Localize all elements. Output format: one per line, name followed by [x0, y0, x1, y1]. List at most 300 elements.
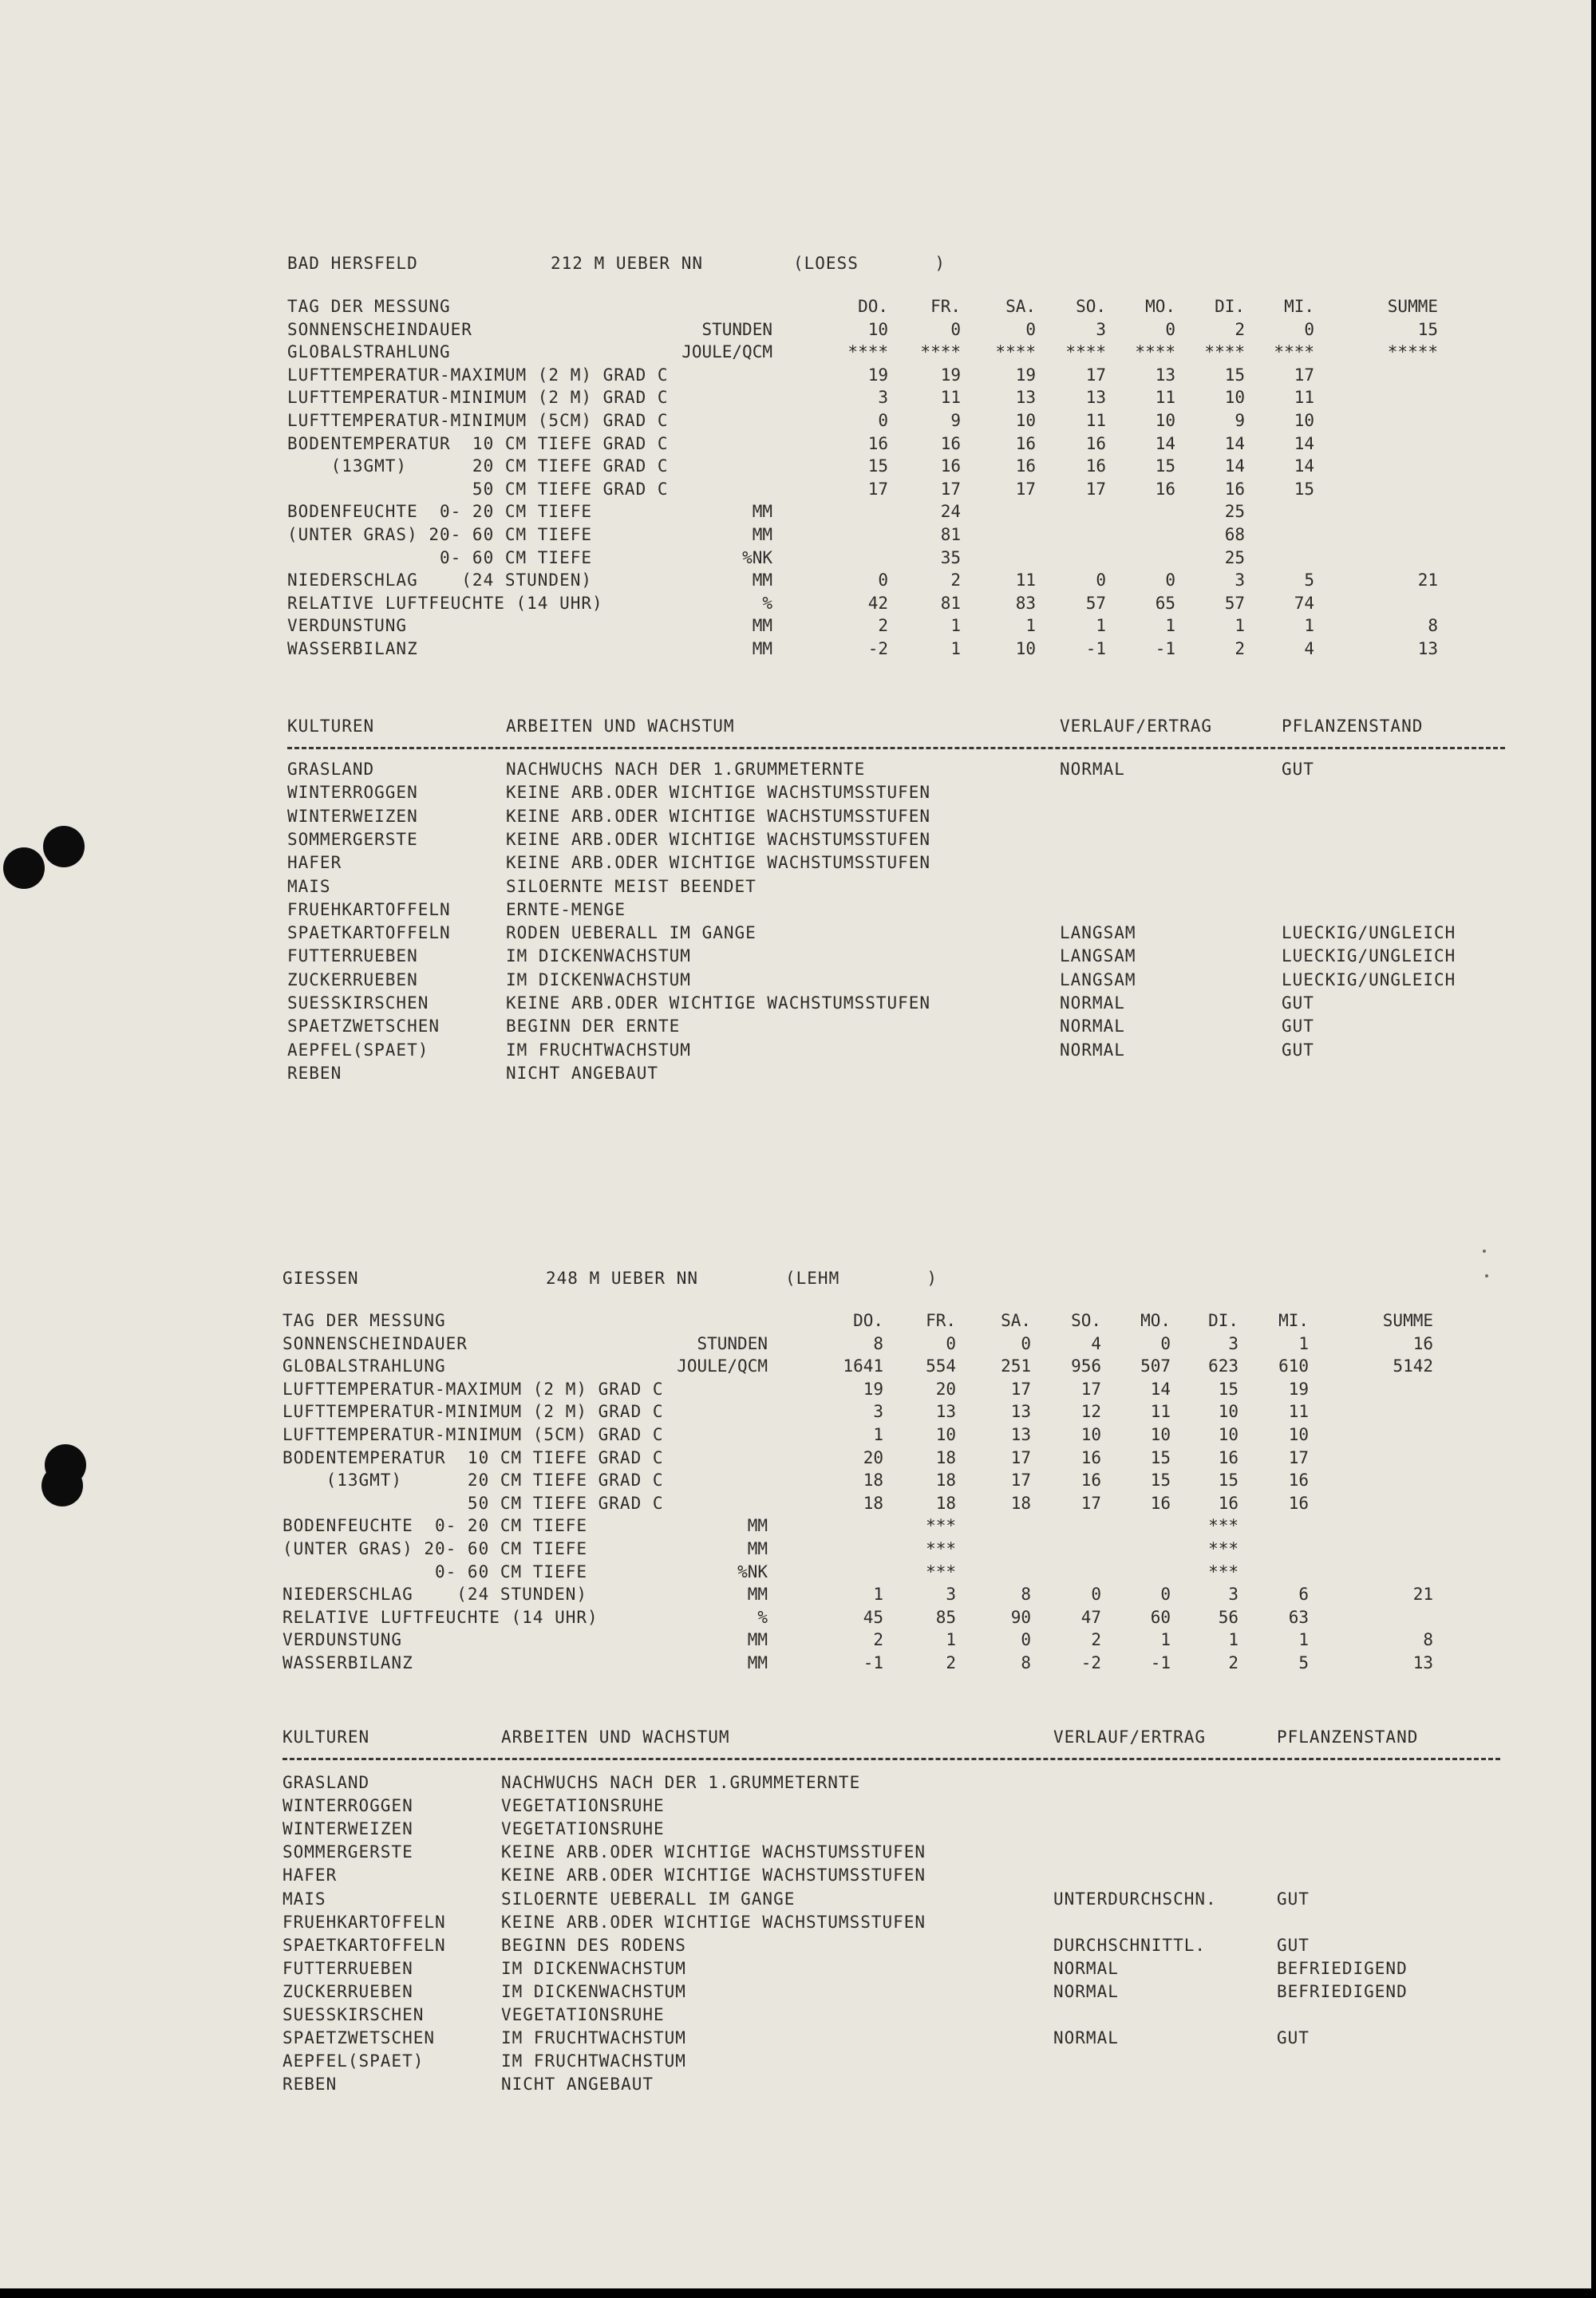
crop-work-status: VEGETATIONSRUHE	[501, 1819, 665, 1838]
measurement-label: BODENTEMPERATUR 10 CM TIEFE GRAD C	[287, 434, 669, 453]
crop-stand: GUT	[1277, 1889, 1310, 1909]
value-cell-mo: MO.	[1145, 297, 1175, 316]
value-cell-do: -1	[863, 1653, 883, 1672]
measurement-label: LUFTTEMPERATUR-MINIMUM (5CM) GRAD C	[282, 1425, 664, 1444]
measurement-label: NIEDERSCHLAG (24 STUNDEN)	[282, 1585, 588, 1604]
value-cell-mi: 19	[1288, 1380, 1309, 1399]
crop-name: WINTERROGGEN	[282, 1796, 413, 1815]
crop-name: FRUEHKARTOFFELN	[287, 900, 451, 919]
measurement-unit: MM	[752, 616, 772, 635]
measurement-unit: JOULE/QCM	[677, 1356, 768, 1376]
value-cell-so: 16	[1080, 1448, 1101, 1467]
crop-name: HAFER	[287, 853, 342, 872]
value-cell-di: 3	[1228, 1334, 1238, 1353]
value-cell-mo: 60	[1150, 1608, 1171, 1627]
speck	[1485, 1274, 1488, 1277]
value-cell-fr: 1	[950, 639, 961, 658]
value-cell-so: 17	[1085, 365, 1106, 385]
measurement-unit: MM	[752, 639, 772, 658]
value-cell-do: 20	[863, 1448, 883, 1467]
value-cell-di: 16	[1218, 1448, 1238, 1467]
crop-work-status: IM FRUCHTWACHSTUM	[501, 2051, 686, 2071]
value-cell-di: 15	[1224, 365, 1245, 385]
crop-name: REBEN	[282, 2075, 338, 2094]
crop-header-kulturen: KULTUREN	[282, 1727, 370, 1747]
crop-work-status: NACHWUCHS NACH DER 1.GRUMMETERNTE	[501, 1773, 861, 1792]
value-cell-di: 9	[1235, 411, 1245, 430]
value-cell-do: 45	[863, 1608, 883, 1627]
value-cell-fr: 1	[950, 616, 961, 635]
sum-cell: 21	[1417, 571, 1438, 590]
crop-name: SPAETKARTOFFELN	[287, 923, 451, 942]
crop-work-status: IM DICKENWACHSTUM	[501, 1982, 686, 2001]
value-cell-mo: 15	[1150, 1471, 1171, 1490]
value-cell-do: DO.	[853, 1311, 883, 1330]
value-cell-mo: 14	[1150, 1380, 1171, 1399]
measurement-label: SONNENSCHEINDAUER	[287, 320, 472, 339]
value-cell-di: 623	[1208, 1356, 1238, 1376]
crop-work-status: KEINE ARB.ODER WICHTIGE WACHSTUMSSTUFEN	[501, 1913, 926, 1932]
crop-name: GRASLAND	[287, 760, 375, 779]
value-cell-di: 56	[1218, 1608, 1238, 1627]
value-cell-do: 2	[873, 1630, 883, 1649]
value-cell-mo: -1	[1155, 639, 1175, 658]
measurement-label: TAG DER MESSUNG	[287, 297, 451, 316]
crop-name: FRUEHKARTOFFELN	[282, 1913, 446, 1932]
crop-name: WINTERROGGEN	[287, 783, 418, 802]
crop-stand: BEFRIEDIGEND	[1277, 1982, 1408, 2001]
crop-work-status: BEGINN DES RODENS	[501, 1936, 686, 1955]
crop-course: NORMAL	[1060, 1017, 1125, 1036]
sum-cell: 15	[1417, 320, 1438, 339]
crop-course: NORMAL	[1060, 1040, 1125, 1060]
measurement-unit: JOULE/QCM	[681, 342, 772, 361]
value-cell-di: ****	[1204, 342, 1245, 361]
sum-cell: *****	[1387, 342, 1438, 361]
crop-course: NORMAL	[1053, 1959, 1119, 1978]
crop-name: AEPFEL(SPAET)	[287, 1040, 429, 1060]
value-cell-fr: 9	[950, 411, 961, 430]
value-cell-do: 2	[878, 616, 888, 635]
value-cell-sa: SA.	[1005, 297, 1036, 316]
crop-work-status: KEINE ARB.ODER WICHTIGE WACHSTUMSSTUFEN	[506, 830, 931, 849]
measurement-label: 50 CM TIEFE GRAD C	[282, 1494, 664, 1513]
measurement-unit: MM	[747, 1585, 768, 1604]
crop-work-status: VEGETATIONSRUHE	[501, 1796, 665, 1815]
value-cell-do: ****	[847, 342, 888, 361]
value-cell-mi: 1	[1304, 616, 1314, 635]
value-cell-fr: 2	[950, 571, 961, 590]
sum-cell: SUMME	[1387, 297, 1438, 316]
measurement-unit: MM	[747, 1630, 768, 1649]
value-cell-di: 15	[1218, 1471, 1238, 1490]
value-cell-mo: MO.	[1140, 1311, 1171, 1330]
value-cell-mi: 11	[1288, 1402, 1309, 1421]
sum-cell: 13	[1417, 639, 1438, 658]
value-cell-do: 18	[863, 1494, 883, 1513]
value-cell-do: 1	[873, 1585, 883, 1604]
crop-work-status: ERNTE-MENGE	[506, 900, 626, 919]
crop-stand: BEFRIEDIGEND	[1277, 1959, 1408, 1978]
value-cell-di: 68	[1224, 525, 1245, 544]
value-cell-mo: 11	[1150, 1402, 1171, 1421]
value-cell-do: 1641	[843, 1356, 883, 1376]
value-cell-sa: 1	[1025, 616, 1036, 635]
value-cell-sa: 13	[1010, 1402, 1031, 1421]
crop-name: SUESSKIRSCHEN	[287, 993, 429, 1013]
crop-name: SUESSKIRSCHEN	[282, 2005, 425, 2024]
sum-cell: 13	[1412, 1653, 1433, 1672]
value-cell-di: ***	[1208, 1539, 1238, 1558]
value-cell-so: 57	[1085, 594, 1106, 613]
value-cell-so: 1	[1096, 616, 1106, 635]
value-cell-do: -2	[867, 639, 888, 658]
measurement-label: 50 CM TIEFE GRAD C	[287, 480, 669, 499]
value-cell-fr: FR.	[930, 297, 961, 316]
value-cell-sa: 11	[1015, 571, 1036, 590]
value-cell-mi: 74	[1294, 594, 1314, 613]
value-cell-di: 14	[1224, 456, 1245, 476]
value-cell-fr: ***	[926, 1562, 956, 1581]
measurement-label: SONNENSCHEINDAUER	[282, 1334, 468, 1353]
value-cell-mi: 14	[1294, 434, 1314, 453]
measurement-unit: STUNDEN	[697, 1334, 768, 1353]
value-cell-di: 25	[1224, 548, 1245, 567]
value-cell-do: DO.	[858, 297, 888, 316]
crop-stand: LUECKIG/UNGLEICH	[1282, 923, 1456, 942]
crop-stand: GUT	[1282, 993, 1314, 1013]
value-cell-sa: 0	[1021, 1334, 1031, 1353]
crop-work-status: KEINE ARB.ODER WICHTIGE WACHSTUMSSTUFEN	[506, 853, 931, 872]
value-cell-mo: 0	[1160, 1334, 1171, 1353]
crop-work-status: KEINE ARB.ODER WICHTIGE WACHSTUMSSTUFEN	[501, 1866, 926, 1885]
value-cell-sa: 13	[1015, 388, 1036, 407]
measurement-unit: MM	[752, 525, 772, 544]
measurement-label: (13GMT) 20 CM TIEFE GRAD C	[287, 456, 669, 476]
value-cell-mi: 1	[1298, 1334, 1309, 1353]
measurement-label: LUFTTEMPERATUR-MINIMUM (5CM) GRAD C	[287, 411, 669, 430]
value-cell-so: 17	[1080, 1494, 1101, 1513]
soil-type: (LEHM )	[785, 1269, 938, 1288]
value-cell-di: 10	[1218, 1402, 1238, 1421]
value-cell-mo: -1	[1150, 1653, 1171, 1672]
value-cell-di: 3	[1228, 1585, 1238, 1604]
value-cell-mi: 610	[1278, 1356, 1309, 1376]
value-cell-di: 10	[1224, 388, 1245, 407]
value-cell-mi: 17	[1288, 1448, 1309, 1467]
value-cell-fr: ***	[926, 1539, 956, 1558]
crop-work-status: NICHT ANGEBAUT	[506, 1064, 659, 1083]
crop-stand: LUECKIG/UNGLEICH	[1282, 970, 1456, 989]
value-cell-so: 12	[1080, 1402, 1101, 1421]
measurement-unit: %	[762, 594, 772, 613]
measurement-label: NIEDERSCHLAG (24 STUNDEN)	[287, 571, 593, 590]
crop-name: SPAETKARTOFFELN	[282, 1936, 446, 1955]
value-cell-fr: 10	[935, 1425, 956, 1444]
value-cell-mo: 15	[1150, 1448, 1171, 1467]
value-cell-mo: 13	[1155, 365, 1175, 385]
value-cell-di: 15	[1218, 1380, 1238, 1399]
value-cell-mo: ****	[1135, 342, 1175, 361]
value-cell-do: 3	[878, 388, 888, 407]
measurement-label: 0- 60 CM TIEFE	[287, 548, 593, 567]
value-cell-sa: 10	[1015, 639, 1036, 658]
value-cell-mi: MI.	[1284, 297, 1314, 316]
value-cell-sa: 83	[1015, 594, 1036, 613]
measurement-unit: MM	[752, 502, 772, 521]
crop-course: LANGSAM	[1060, 970, 1136, 989]
value-cell-fr: 554	[926, 1356, 956, 1376]
value-cell-mo: 1	[1165, 616, 1175, 635]
sum-cell: 21	[1412, 1585, 1433, 1604]
crop-header-stand: PFLANZENSTAND	[1277, 1727, 1419, 1747]
crop-header-verlauf: VERLAUF/ERTRAG	[1053, 1727, 1207, 1747]
value-cell-fr: 17	[940, 480, 961, 499]
measurement-label: WASSERBILANZ	[282, 1653, 413, 1672]
crop-work-status: KEINE ARB.ODER WICHTIGE WACHSTUMSSTUFEN	[506, 807, 931, 826]
crop-name: SPAETZWETSCHEN	[287, 1017, 440, 1036]
value-cell-so: 16	[1080, 1471, 1101, 1490]
soil-type: (LOESS )	[793, 254, 946, 273]
value-cell-fr: 81	[940, 594, 961, 613]
value-cell-so: 47	[1080, 1608, 1101, 1627]
value-cell-mi: 11	[1294, 388, 1314, 407]
value-cell-fr: 3	[946, 1585, 956, 1604]
value-cell-mo: 11	[1155, 388, 1175, 407]
value-cell-sa: 10	[1015, 411, 1036, 430]
value-cell-fr: 16	[940, 456, 961, 476]
value-cell-so: 0	[1091, 1585, 1101, 1604]
value-cell-sa: 8	[1021, 1653, 1031, 1672]
value-cell-di: 3	[1235, 571, 1245, 590]
value-cell-mi: 4	[1304, 639, 1314, 658]
value-cell-do: 18	[863, 1471, 883, 1490]
value-cell-mi: 16	[1288, 1494, 1309, 1513]
crop-stand: GUT	[1282, 760, 1314, 779]
value-cell-sa: 8	[1021, 1585, 1031, 1604]
measurement-label: GLOBALSTRAHLUNG	[287, 342, 451, 361]
crop-name: ZUCKERRUEBEN	[282, 1982, 413, 2001]
value-cell-di: DI.	[1208, 1311, 1238, 1330]
value-cell-mi: 5	[1304, 571, 1314, 590]
value-cell-mo: 0	[1160, 1585, 1171, 1604]
measurement-label: (UNTER GRAS) 20- 60 CM TIEFE	[282, 1539, 588, 1558]
value-cell-so: SO.	[1071, 1311, 1101, 1330]
value-cell-do: 19	[863, 1380, 883, 1399]
value-cell-di: 2	[1235, 320, 1245, 339]
measurement-label: (13GMT) 20 CM TIEFE GRAD C	[282, 1471, 664, 1490]
crop-course: NORMAL	[1060, 760, 1125, 779]
crop-work-status: IM FRUCHTWACHSTUM	[506, 1040, 691, 1060]
sum-cell: 8	[1428, 616, 1438, 635]
crop-name: MAIS	[282, 1889, 326, 1909]
value-cell-mi: 1	[1298, 1630, 1309, 1649]
value-cell-do: 19	[867, 365, 888, 385]
measurement-label: LUFTTEMPERATUR-MINIMUM (2 M) GRAD C	[282, 1402, 664, 1421]
value-cell-fr: 20	[935, 1380, 956, 1399]
value-cell-so: 0	[1096, 571, 1106, 590]
value-cell-mo: 65	[1155, 594, 1175, 613]
value-cell-fr: 11	[940, 388, 961, 407]
value-cell-do: 15	[867, 456, 888, 476]
measurement-label: BODENFEUCHTE 0- 20 CM TIEFE	[287, 502, 593, 521]
value-cell-do: 8	[873, 1334, 883, 1353]
crop-work-status: IM FRUCHTWACHSTUM	[501, 2028, 686, 2047]
crop-name: WINTERWEIZEN	[282, 1819, 413, 1838]
measurement-label: GLOBALSTRAHLUNG	[282, 1356, 446, 1376]
measurement-unit: %	[757, 1608, 768, 1627]
value-cell-so: ****	[1065, 342, 1106, 361]
value-cell-so: 17	[1080, 1380, 1101, 1399]
measurement-unit: MM	[747, 1539, 768, 1558]
crop-header-kulturen: KULTUREN	[287, 717, 375, 736]
value-cell-mi: ****	[1274, 342, 1314, 361]
crop-work-status: VEGETATIONSRUHE	[501, 2005, 665, 2024]
measurement-label: TAG DER MESSUNG	[282, 1311, 446, 1330]
value-cell-mi: 10	[1294, 411, 1314, 430]
crop-course: NORMAL	[1053, 2028, 1119, 2047]
value-cell-di: 2	[1235, 639, 1245, 658]
value-cell-fr: 2	[946, 1653, 956, 1672]
crop-name: AEPFEL(SPAET)	[282, 2051, 425, 2071]
crop-name: MAIS	[287, 877, 331, 896]
value-cell-do: 1	[873, 1425, 883, 1444]
crop-name: SOMMERGERSTE	[287, 830, 418, 849]
measurement-unit: %NK	[737, 1562, 768, 1581]
value-cell-mi: 16	[1288, 1471, 1309, 1490]
measurement-label: VERDUNSTUNG	[287, 616, 408, 635]
value-cell-sa: 90	[1010, 1608, 1031, 1627]
dashed-rule	[287, 747, 1505, 749]
value-cell-mi: 10	[1288, 1425, 1309, 1444]
value-cell-mi: 6	[1298, 1585, 1309, 1604]
value-cell-so: 3	[1096, 320, 1106, 339]
crop-stand: GUT	[1277, 2028, 1310, 2047]
dashed-rule	[282, 1758, 1500, 1760]
crop-name: GRASLAND	[282, 1773, 370, 1792]
value-cell-so: 13	[1085, 388, 1106, 407]
crop-header-arbeiten: ARBEITEN UND WACHSTUM	[506, 717, 735, 736]
crop-stand: GUT	[1282, 1017, 1314, 1036]
value-cell-sa: SA.	[1001, 1311, 1031, 1330]
value-cell-mo: 10	[1150, 1425, 1171, 1444]
measurement-unit: %NK	[742, 548, 772, 567]
value-cell-sa: 0	[1025, 320, 1036, 339]
value-cell-fr: 81	[940, 525, 961, 544]
crop-work-status: KEINE ARB.ODER WICHTIGE WACHSTUMSSTUFEN	[506, 783, 931, 802]
value-cell-sa: ****	[995, 342, 1036, 361]
value-cell-mi: MI.	[1278, 1311, 1309, 1330]
value-cell-so: -1	[1085, 639, 1106, 658]
value-cell-mi: 17	[1294, 365, 1314, 385]
crop-name: SPAETZWETSCHEN	[282, 2028, 436, 2047]
value-cell-do: 10	[867, 320, 888, 339]
measurement-label: BODENTEMPERATUR 10 CM TIEFE GRAD C	[282, 1448, 664, 1467]
station-elevation: 248 M UEBER NN	[546, 1269, 699, 1288]
crop-work-status: IM DICKENWACHSTUM	[506, 946, 691, 965]
crop-name: HAFER	[282, 1866, 338, 1885]
value-cell-so: 956	[1071, 1356, 1101, 1376]
value-cell-fr: 24	[940, 502, 961, 521]
punch-hole	[41, 1465, 83, 1506]
value-cell-fr: 0	[946, 1334, 956, 1353]
measurement-unit: STUNDEN	[701, 320, 772, 339]
value-cell-fr: 1	[946, 1630, 956, 1649]
value-cell-do: 0	[878, 411, 888, 430]
value-cell-mi: 0	[1304, 320, 1314, 339]
value-cell-sa: 16	[1015, 434, 1036, 453]
crop-course: LANGSAM	[1060, 923, 1136, 942]
value-cell-di: 16	[1224, 480, 1245, 499]
value-cell-do: 16	[867, 434, 888, 453]
value-cell-mo: 1	[1160, 1630, 1171, 1649]
crop-course: LANGSAM	[1060, 946, 1136, 965]
value-cell-di: 14	[1224, 434, 1245, 453]
measurement-label: RELATIVE LUFTFEUCHTE (14 UHR)	[282, 1608, 598, 1627]
value-cell-so: 16	[1085, 434, 1106, 453]
value-cell-so: 17	[1085, 480, 1106, 499]
value-cell-sa: 17	[1010, 1471, 1031, 1490]
value-cell-do: 3	[873, 1402, 883, 1421]
value-cell-fr: 18	[935, 1471, 956, 1490]
measurement-label: 0- 60 CM TIEFE	[282, 1562, 588, 1581]
station-name: BAD HERSFELD	[287, 254, 418, 273]
value-cell-mo: 16	[1150, 1494, 1171, 1513]
value-cell-di: DI.	[1215, 297, 1245, 316]
value-cell-fr: 18	[935, 1448, 956, 1467]
sum-cell: 5142	[1393, 1356, 1433, 1376]
crop-work-status: SILOERNTE UEBERALL IM GANGE	[501, 1889, 796, 1909]
speck	[1483, 1250, 1486, 1253]
station-elevation: 212 M UEBER NN	[551, 254, 704, 273]
crop-work-status: IM DICKENWACHSTUM	[501, 1959, 686, 1978]
crop-name: ZUCKERRUEBEN	[287, 970, 418, 989]
crop-name: FUTTERRUEBEN	[282, 1959, 413, 1978]
value-cell-di: 57	[1224, 594, 1245, 613]
crop-name: WINTERWEIZEN	[287, 807, 418, 826]
value-cell-fr: ***	[926, 1516, 956, 1535]
crop-work-status: BEGINN DER ERNTE	[506, 1017, 681, 1036]
measurement-label: LUFTTEMPERATUR-MAXIMUM (2 M) GRAD C	[282, 1380, 664, 1399]
value-cell-mi: 5	[1298, 1653, 1309, 1672]
value-cell-di: 10	[1218, 1425, 1238, 1444]
value-cell-mo: 0	[1165, 320, 1175, 339]
crop-work-status: RODEN UEBERALL IM GANGE	[506, 923, 757, 942]
value-cell-so: 4	[1091, 1334, 1101, 1353]
station-name: GIESSEN	[282, 1269, 359, 1288]
value-cell-do: 0	[878, 571, 888, 590]
crop-stand: GUT	[1277, 1936, 1310, 1955]
crop-course: DURCHSCHNITTL.	[1053, 1936, 1207, 1955]
punch-hole	[43, 826, 85, 867]
crop-name: SOMMERGERSTE	[282, 1842, 413, 1862]
value-cell-so: SO.	[1076, 297, 1106, 316]
crop-header-arbeiten: ARBEITEN UND WACHSTUM	[501, 1727, 730, 1747]
crop-header-verlauf: VERLAUF/ERTRAG	[1060, 717, 1213, 736]
crop-work-status: KEINE ARB.ODER WICHTIGE WACHSTUMSSTUFEN	[501, 1842, 926, 1862]
punch-hole	[3, 847, 45, 889]
value-cell-di: 25	[1224, 502, 1245, 521]
value-cell-fr: 19	[940, 365, 961, 385]
crop-header-stand: PFLANZENSTAND	[1282, 717, 1424, 736]
value-cell-sa: 13	[1010, 1425, 1031, 1444]
value-cell-do: 42	[867, 594, 888, 613]
value-cell-mo: 507	[1140, 1356, 1171, 1376]
crop-work-status: SILOERNTE MEIST BEENDET	[506, 877, 757, 896]
value-cell-mo: 16	[1155, 480, 1175, 499]
value-cell-do: 17	[867, 480, 888, 499]
value-cell-sa: 17	[1015, 480, 1036, 499]
